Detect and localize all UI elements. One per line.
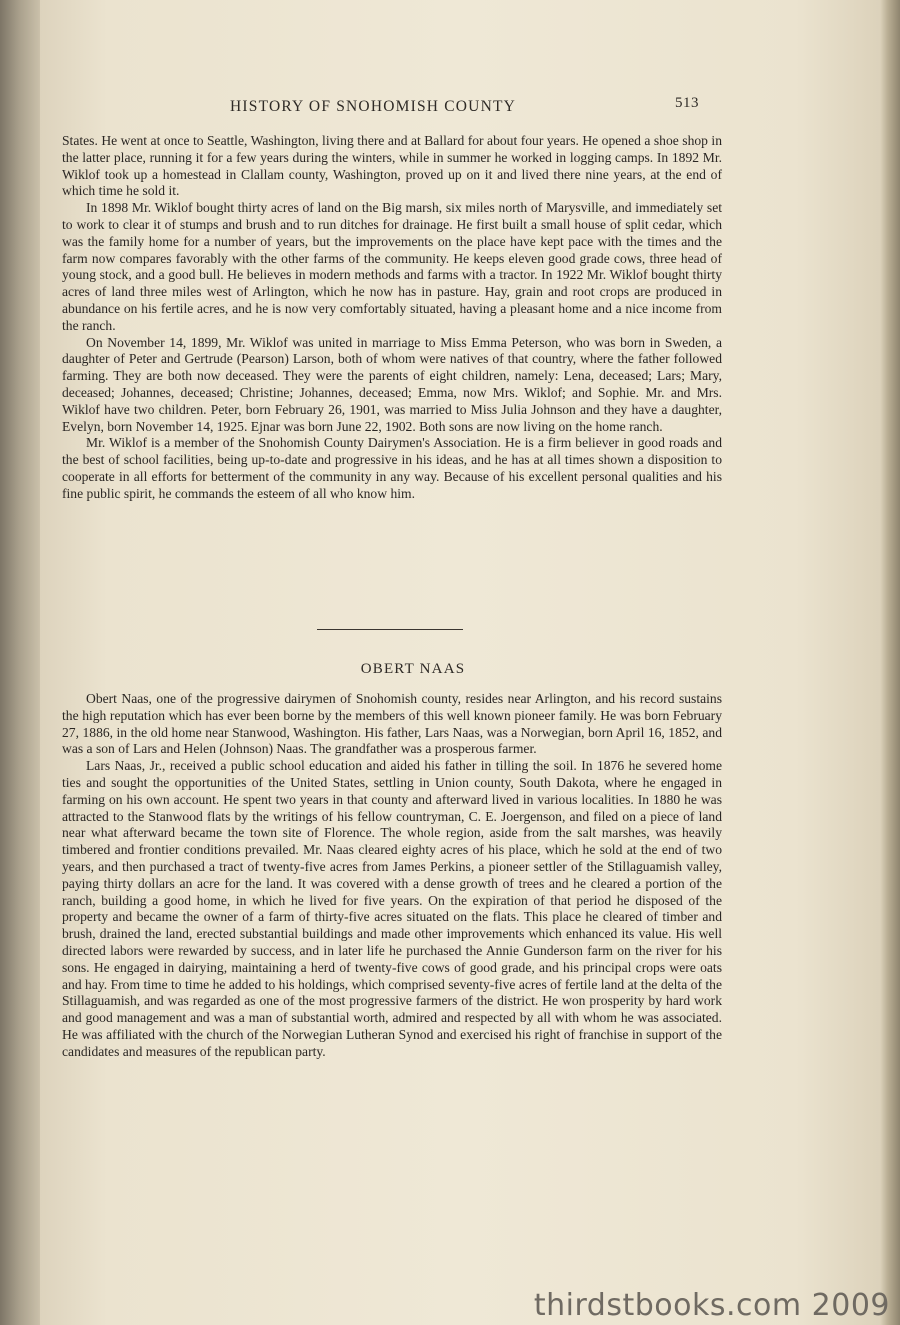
paragraph: Obert Naas, one of the progressive dairymen of Snohomish county, resides near Arlington, and his record sustains the high reputation which has ever been borne by the members of this well known pioneer family. He was born February 27, 1886, in the old home near Stanwood, Washington. His father, Lars Naas, was a Norwegian, born April 16, 1852, and was a son of Lars and Helen (Johnson) Naas. The grandfather was a prosperous farmer.: [62, 691, 722, 757]
paragraph: In 1898 Mr. Wiklof bought thirty acres of land on the Big marsh, six miles north of Marysville, and immediately set to work to clear it of stumps and brush and to run ditches for drainage. He first built a small house of split cedar, which was the family home for a number of years, but the improvements on the place have kept pace with the times and the farm now compares favorably with the other farms of the community. He keeps eleven good grade cows, three head of young stock, and a good bull. He believes in modern methods and farms with a tractor. In 1922 Mr. Wiklof bought thirty acres of land three miles west of Arlington, which he now has in pasture. Hay, grain and root crops are produced in abundance on his fertile acres, and he is now very comfortably situated, having a pleasant home and a nice income from the ranch.: [62, 200, 722, 333]
running-header: [40, 95, 880, 122]
watermark: thirdstbooks.com 2009: [533, 1288, 890, 1323]
page-stack-edge-right: [878, 0, 900, 1325]
running-title: HISTORY OF SNOHOMISH COUNTY: [230, 98, 517, 115]
paragraph: Lars Naas, Jr., received a public school education and aided his father in tilling the soil. In 1876 he severed home ties and sought the opportunities of the United States, settling in Union county, South Dakota, where he engaged in farming on his own account. He spent two years in that county and afterward lived in various localities. In 1880 he was attracted to the Stanwood flats by the writings of his fellow countryman, C. E. Joergenson, and filed on a piece of land near what afterward became the town site of Florence. The whole region, aside from the salt marshes, was heavily timbered and frontier conditions prevailed. Mr. Naas cleared eighty acres of his place, which he sold at the end of two years, and then purchased a tract of twenty-five acres from James Perkins, a pioneer settler of the Stillaguamish valley, paying thirty dollars an acre for the land. It was covered with a dense growth of trees and he cleared a portion of the ranch, building a good home, in which he lived for five years. On the expiration of that period he disposed of the property and became the owner of a farm of thirty-five acres situated on the flats. This place he cleared of timber and brush, drained the land, erected substantial buildings and made other improvements which enhanced its value. His well directed labors were rewarded by success, and in later life he purchased the Annie Gunderson farm on the river for his sons. He engaged in dairying, maintaining a herd of twenty-five cows of good grade, and his principal crops were oats and hay. From time to time he added to his holdings, which comprised seventy-five acres of fertile land at the delta of the Stillaguamish, and was regarded as one of the most progressive farmers of the district. He won prosperity by hard work and good management and was a man of substantial worth, admired and respected by all with whom he was associated. He was affiliated with the church of the Norwegian Lutheran Synod and exercised his right of franchise in support of the candidates and measures of the republican party.: [62, 758, 722, 1059]
book-page: [40, 0, 880, 1325]
paragraph: Mr. Wiklof is a member of the Snohomish County Dairymen's Association. He is a firm believer in good roads and the best of school facilities, being up-to-date and progressive in his ideas, and he has at all times shown a disposition to cooperate in all efforts for betterment of the community in any way. Because of his excellent personal qualities and his fine public spirit, he commands the esteem of all who know him.: [62, 435, 722, 501]
section-divider: [317, 629, 463, 630]
paragraph: On November 14, 1899, Mr. Wiklof was united in marriage to Miss Emma Peterson, who was born in Sweden, a daughter of Peter and Gertrude (Pearson) Larson, both of whom were natives of that country, where the father followed farming. They are both now deceased. They were the parents of eight children, namely: Lena, deceased; Lars; Mary, deceased; Johannes, deceased; Christine; Johannes, deceased; Emma, now Mrs. Wiklof; and Sophie. Mr. and Mrs. Wiklof have two children. Peter, born February 26, 1901, was married to Miss Julia Johnson and they have a daughter, Evelyn, born November 14, 1925. Ejnar was born June 22, 1902. Both sons are now living on the home ranch.: [62, 334, 722, 434]
obert-naas-biography: [62, 691, 722, 1061]
page-number: 513: [675, 95, 699, 111]
paragraph: States. He went at once to Seattle, Washington, living there and at Ballard for about four years. He opened a shoe shop in the latter place, running it for a few years during the winters, while in summer he worked in logging camps. In 1892 Mr. Wiklof took up a homestead in Clallam county, Washington, proved up on it and lived there nine years, at the end of which time he sold it.: [62, 133, 722, 199]
section-title: OBERT NAAS: [360, 661, 466, 677]
continued-biography: [62, 133, 722, 503]
